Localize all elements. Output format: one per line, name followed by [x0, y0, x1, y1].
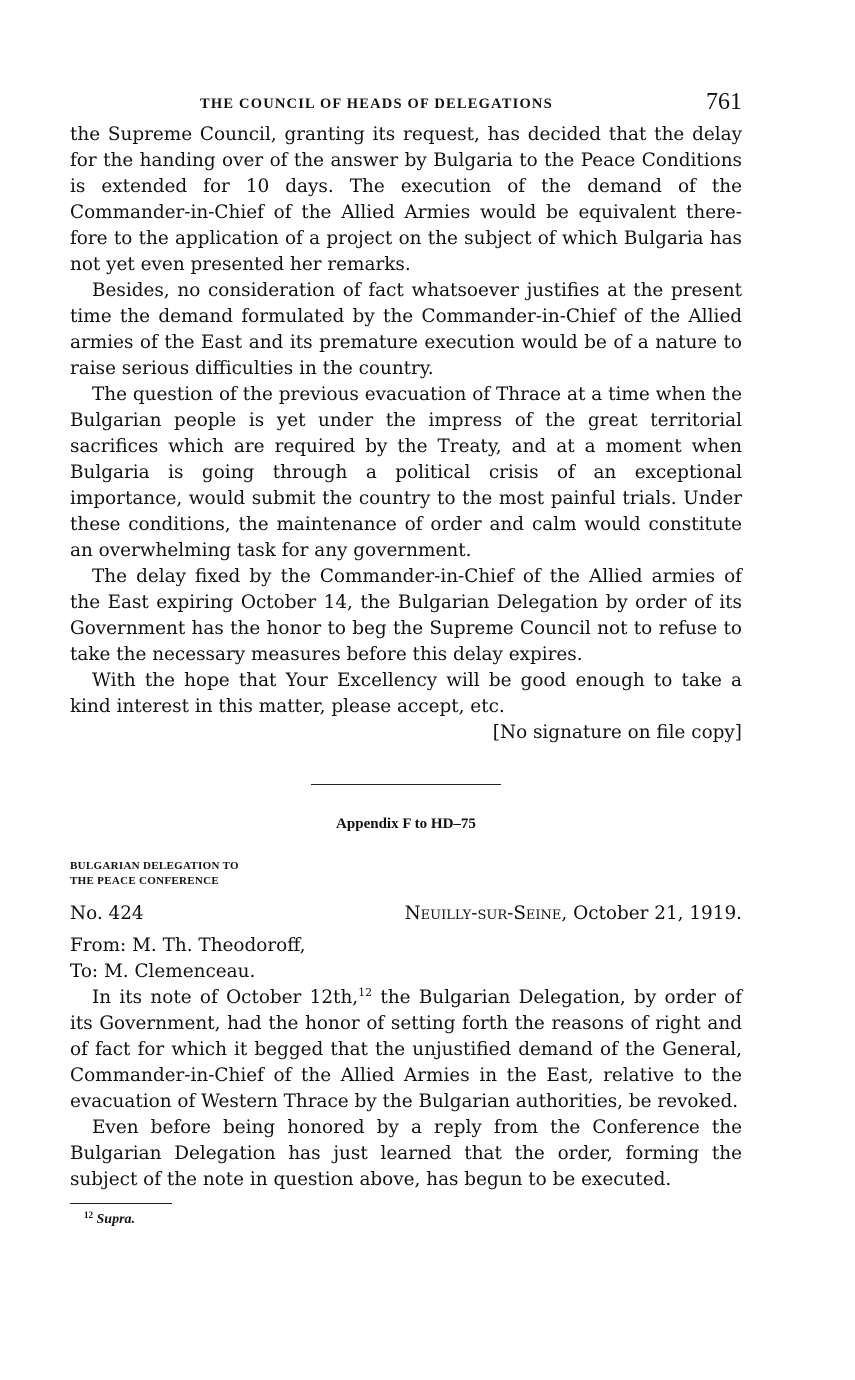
running-header [70, 88, 742, 122]
letterhead-line: BULGARIAN DELEGATION TO [70, 860, 239, 872]
letterhead [70, 859, 742, 889]
paragraph: The delay fixed by the Commander-in-Chief of the Allied armies of the East expiring October 14, the Bulgarian Delegation by order of its Government has the honor to beg the Supreme Council not to refuse to take the necessary measures before this delay expires. [70, 566, 742, 665]
paragraph: the Supreme Council, granting its request, has decided that the delay for the handing over of the answer by Bulgaria to the Peace Conditions is extended for 10 days. The execution of the demand of the Commander-in-Chief of the Allied Armies would be equivalent therefore to the application of a project on the subject of which Bulgaria has not yet even presented her remarks. [70, 124, 742, 275]
page-number: 761 [706, 89, 742, 115]
footnote-number: 12 [84, 1210, 93, 1220]
from-line: From: M. Th. Theodoroff, [70, 935, 306, 956]
letterhead-line: THE PEACE CONFERENCE [70, 875, 220, 887]
letter-body [70, 122, 742, 746]
footnote-text: Supra. [96, 1212, 136, 1227]
document-number: No. 424 [70, 903, 144, 924]
running-title: THE COUNCIL OF HEADS OF DELEGATIONS [200, 96, 553, 112]
date: October 21, 1919. [573, 903, 742, 924]
to-line: To: M. Clemenceau. [70, 961, 256, 982]
place-name: Neuilly-sur-Seine, [404, 903, 568, 924]
dateline [405, 903, 742, 924]
footnote-reference: 12 [358, 986, 373, 999]
paragraph: With the hope that Your Excellency will be good enough to take a kind interest in this matter, please accept, etc. [70, 670, 742, 717]
paragraph [70, 985, 742, 1115]
footnote-divider [70, 1203, 172, 1204]
paragraph-text: In its note of October 12th, [92, 987, 359, 1008]
paragraph: Even before being honored by a reply from the Conference the Bulgarian Delegation has just learned that the order, forming the subject of the note in question above, has begun to be executed. [70, 1117, 742, 1190]
appendix-title: Appendix F to HD–75 [336, 816, 476, 832]
reference-line [70, 901, 742, 931]
section-divider [311, 784, 501, 785]
paragraph: Besides, no consideration of fact whatsoever justifies at the present time the demand formulated by the Commander-in-Chief of the Allied armies of the East and its premature execution would be of a nature to raise serious difficulties in the country. [70, 280, 742, 379]
paragraph: The question of the previous evacuation of Thrace at a time when the Bulgarian people is yet under the impress of the great territorial sacrifices which are required by the Treaty, and at a moment when Bulgaria is going through a political crisis of an exceptional importance, would submit the country to the most painful trials. Under these conditions, the maintenance of order and calm would constitute an overwhelming task for any government. [70, 384, 742, 561]
paragraph-text: the Bulgarian Delegation, by order of its Government, had the honor of setting forth the reasons of right and of fact for which it begged that the unjustified demand of the General, Commander-in-Chief of the Allied Armies in the East, relative to the evacuation of Western Thrace by the Bulgarian authorities, be revoked. [70, 987, 743, 1112]
signature-note: [No signature on file copy] [492, 722, 742, 743]
page-content [70, 88, 742, 1228]
footnote [84, 1212, 742, 1228]
